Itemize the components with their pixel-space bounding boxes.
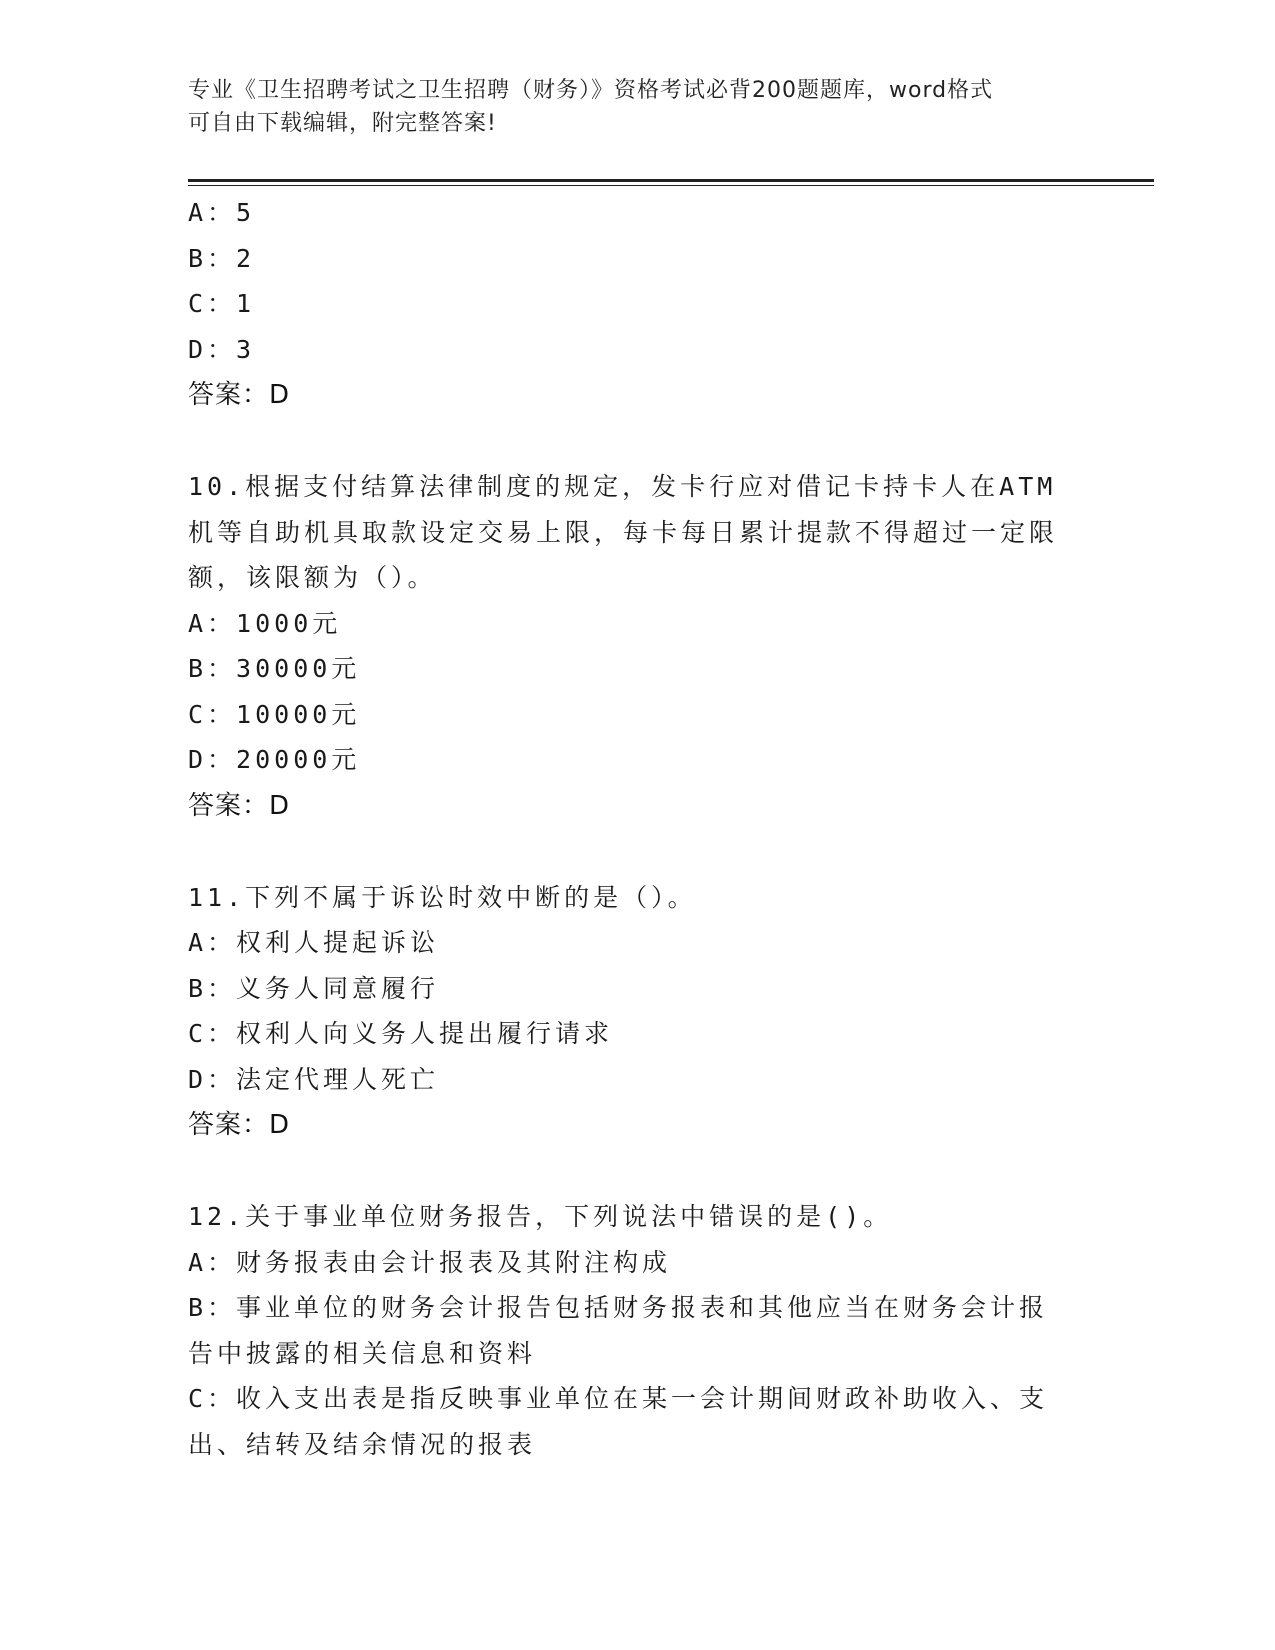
answer-line: 答案：D: [188, 790, 291, 821]
question-text: 10.根据支付结算法律制度的规定，发卡行应对借记卡持卡人在ATM机等自助机具取款设定交易上限，每卡每日累计提款不得超过一定限额，该限额为（）。: [188, 472, 1059, 592]
option-c: C：权利人向义务人提出履行请求: [188, 1019, 614, 1048]
option-a: A：财务报表由会计报表及其附注构成: [188, 1247, 672, 1277]
question-12: [188, 1194, 1068, 1467]
option-b: B：30000元: [188, 654, 361, 683]
answer-line: 答案：D: [188, 1110, 291, 1140]
option-a: A：权利人提起诉讼: [188, 928, 440, 957]
option-b: B：事业单位的财务会计报告包括财务报表和其他应当在财务会计报告中披露的相关信息和资料: [188, 1293, 1049, 1368]
option-b: B：2: [188, 243, 256, 273]
question-list: [188, 190, 1068, 1467]
option-b: B：义务人同意履行: [188, 973, 440, 1003]
option-a: A：5: [188, 198, 256, 227]
question-10: [188, 464, 1068, 829]
option-c: C：收入支出表是指反映事业单位在某一会计期间财政补助收入、支出、结转及结余情况的报表: [188, 1384, 1049, 1459]
header-divider-thin: [188, 185, 1154, 186]
option-c: C：1: [188, 289, 256, 318]
option-a: A：1000元: [188, 608, 342, 638]
option-d: D：法定代理人死亡: [188, 1064, 440, 1094]
header-line-1: 专业《卫生招聘考试之卫生招聘（财务）》资格考试必背200题题库，word格式: [188, 78, 994, 103]
question-text: 12.关于事业单位财务报告，下列说法中错误的是()。: [188, 1202, 893, 1231]
option-d: D：20000元: [188, 745, 361, 774]
option-d: D：3: [188, 334, 256, 364]
prev-question-block: [188, 190, 1068, 418]
question-11: [188, 875, 1068, 1149]
header-line-2: 可自由下载编辑，附完整答案!: [188, 111, 497, 136]
document-header: [188, 74, 1088, 140]
question-text: 11.下列不属于诉讼时效中断的是（）。: [188, 882, 697, 912]
option-c: C：10000元: [188, 699, 361, 729]
header-divider-thick: [188, 179, 1154, 182]
answer-line: 答案：D: [188, 380, 291, 410]
